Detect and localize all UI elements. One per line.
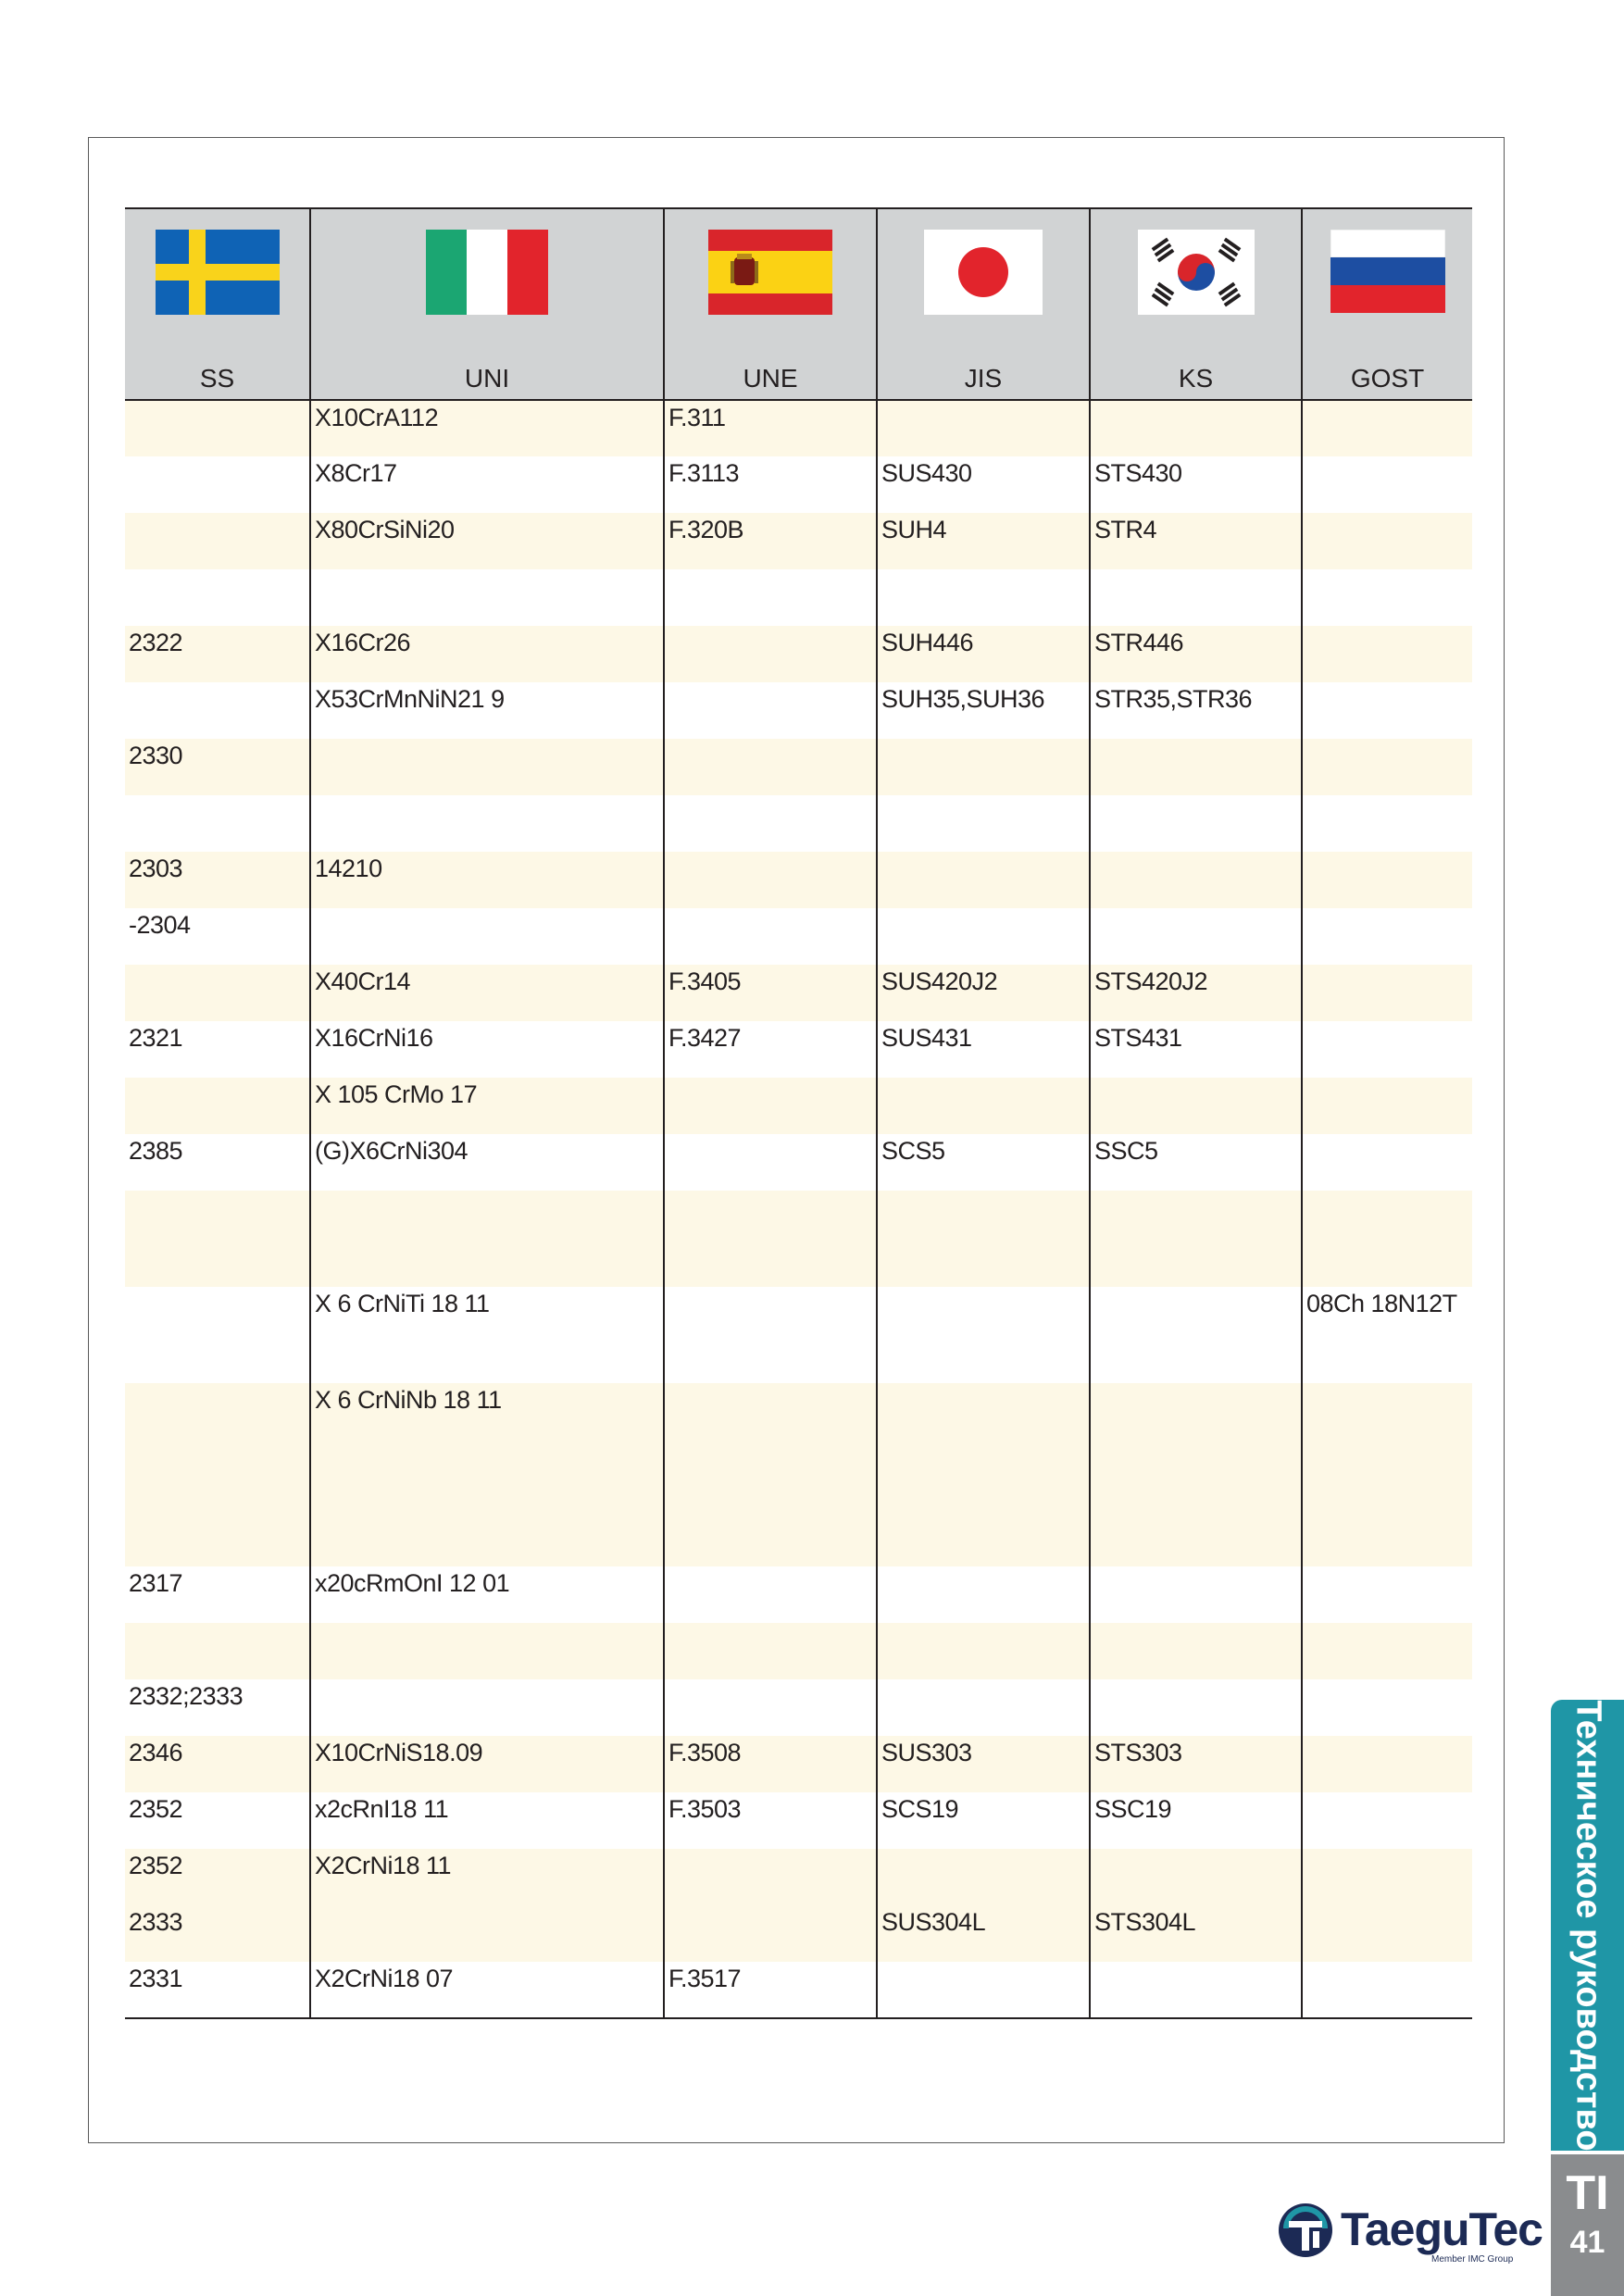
table-row bbox=[125, 795, 1472, 852]
cell-uni: X40Cr14 bbox=[310, 965, 664, 1021]
cell-ks: STS304L bbox=[1090, 1905, 1302, 1962]
cell-ks: STR35,STR36 bbox=[1090, 682, 1302, 739]
table-row bbox=[125, 1134, 1472, 1191]
table-row bbox=[125, 400, 1472, 456]
cell-une bbox=[664, 1191, 877, 1287]
cell-ks bbox=[1090, 1679, 1302, 1736]
cell-uni: X 6 CrNiTi 18 11 bbox=[310, 1287, 664, 1383]
cell-gost bbox=[1302, 739, 1472, 795]
taegutec-emblem-icon bbox=[1276, 2201, 1335, 2260]
cell-une bbox=[664, 1849, 877, 1905]
cell-gost bbox=[1302, 852, 1472, 908]
cell-ks: SSC5 bbox=[1090, 1134, 1302, 1191]
cell-une bbox=[664, 1566, 877, 1623]
cell-jis: SUS303 bbox=[877, 1736, 1090, 1792]
cell-uni: X10CrNiS18.09 bbox=[310, 1736, 664, 1792]
cell-ks bbox=[1090, 1849, 1302, 1905]
table-row bbox=[125, 739, 1472, 795]
cell-jis bbox=[877, 1191, 1090, 1287]
russia-flag-icon bbox=[1330, 230, 1445, 313]
table-header-row bbox=[125, 208, 1472, 400]
column-header-ks: KS bbox=[1090, 208, 1302, 400]
cell-ks bbox=[1090, 1623, 1302, 1679]
cell-uni bbox=[310, 739, 664, 795]
cell-jis bbox=[877, 1623, 1090, 1679]
column-header-jis: JIS bbox=[877, 208, 1090, 400]
cell-une bbox=[664, 569, 877, 626]
cell-une: F.3113 bbox=[664, 456, 877, 513]
cell-ss bbox=[125, 1078, 310, 1134]
cell-gost bbox=[1302, 1792, 1472, 1849]
cell-ss bbox=[125, 1191, 310, 1287]
section-side-tab bbox=[1551, 1700, 1624, 2151]
cell-jis: SUS420J2 bbox=[877, 965, 1090, 1021]
logo-tagline: Member IMC Group bbox=[1431, 2254, 1514, 2265]
table-row bbox=[125, 1021, 1472, 1078]
cell-ks: STS430 bbox=[1090, 456, 1302, 513]
cell-gost bbox=[1302, 1962, 1472, 2018]
table-row bbox=[125, 513, 1472, 569]
cell-une: F.3427 bbox=[664, 1021, 877, 1078]
cell-uni: x20cRmOnI 12 01 bbox=[310, 1566, 664, 1623]
table-row bbox=[125, 1679, 1472, 1736]
spain-flag-icon bbox=[708, 230, 832, 315]
cell-une: F.3517 bbox=[664, 1962, 877, 2018]
column-header-ss: SS bbox=[125, 208, 310, 400]
cell-ks bbox=[1090, 1287, 1302, 1383]
cell-uni: X2CrNi18 11 bbox=[310, 1849, 664, 1905]
column-header-une: UNE bbox=[664, 208, 877, 400]
section-page-box bbox=[1551, 2154, 1624, 2296]
table-row bbox=[125, 1623, 1472, 1679]
table-row bbox=[125, 682, 1472, 739]
cell-ss bbox=[125, 682, 310, 739]
cell-uni: X16CrNi16 bbox=[310, 1021, 664, 1078]
cell-gost bbox=[1302, 1679, 1472, 1736]
cell-une bbox=[664, 1905, 877, 1962]
cell-ks: STR446 bbox=[1090, 626, 1302, 682]
cell-uni: x2cRnI18 11 bbox=[310, 1792, 664, 1849]
korea-flag-icon bbox=[1138, 230, 1255, 315]
cell-uni: X10CrA112 bbox=[310, 400, 664, 456]
cell-une bbox=[664, 1287, 877, 1383]
table-row bbox=[125, 1849, 1472, 1905]
cell-ss: 2333 bbox=[125, 1905, 310, 1962]
cell-jis bbox=[877, 400, 1090, 456]
cell-gost bbox=[1302, 1623, 1472, 1679]
cell-ss: 2332;2333 bbox=[129, 1682, 244, 1710]
table-row bbox=[125, 852, 1472, 908]
cell-gost bbox=[1302, 400, 1472, 456]
cell-uni bbox=[310, 1623, 664, 1679]
cell-uni: X53CrMnNiN21 9 bbox=[310, 682, 664, 739]
cell-gost bbox=[1302, 1566, 1472, 1623]
cell-ks: STS420J2 bbox=[1090, 965, 1302, 1021]
cell-une bbox=[664, 1134, 877, 1191]
table-row bbox=[125, 569, 1472, 626]
cell-jis bbox=[877, 1679, 1090, 1736]
japan-flag-icon bbox=[924, 230, 1043, 315]
cell-ss: -2304 bbox=[129, 911, 191, 939]
table-row bbox=[125, 1078, 1472, 1134]
cell-ss: 2317 bbox=[129, 1569, 183, 1597]
cell-gost bbox=[1302, 1078, 1472, 1134]
cell-ks: STS431 bbox=[1090, 1021, 1302, 1078]
table-row bbox=[125, 1905, 1472, 1962]
cell-jis bbox=[877, 1849, 1090, 1905]
table-row bbox=[125, 1191, 1472, 1287]
cell-ss bbox=[125, 795, 310, 852]
cell-ss: 2330 bbox=[125, 739, 310, 795]
cell-une bbox=[664, 626, 877, 682]
cell-uni: X8Cr17 bbox=[310, 456, 664, 513]
cell-jis bbox=[877, 795, 1090, 852]
column-header-uni: UNI bbox=[310, 208, 664, 400]
column-header-gost: GOST bbox=[1302, 208, 1472, 400]
cell-jis: SCS5 bbox=[877, 1134, 1090, 1191]
side-tab-label: Техническое руководство bbox=[1568, 1699, 1607, 2152]
cell-ss: 2322 bbox=[125, 626, 310, 682]
cell-une bbox=[664, 908, 877, 965]
logo-wordmark: TaeguTec bbox=[1341, 2203, 1543, 2255]
cell-ks bbox=[1090, 795, 1302, 852]
cell-ss: 2321 bbox=[129, 1024, 183, 1052]
cell-ss: 2346 bbox=[125, 1736, 310, 1792]
cell-jis: SUH35,SUH36 bbox=[877, 682, 1090, 739]
cell-ks bbox=[1090, 400, 1302, 456]
cell-uni bbox=[310, 795, 664, 852]
cell-gost bbox=[1302, 682, 1472, 739]
cell-uni bbox=[310, 908, 664, 965]
cell-uni: (G)X6CrNi304 bbox=[310, 1134, 664, 1191]
cell-uni: X 6 CrNiNb 18 11 bbox=[310, 1383, 664, 1566]
cell-une bbox=[664, 1623, 877, 1679]
cell-une bbox=[664, 852, 877, 908]
cell-une bbox=[664, 795, 877, 852]
cell-une bbox=[664, 682, 877, 739]
cell-ss: 2385 bbox=[129, 1137, 183, 1165]
taegutec-logo bbox=[1276, 2199, 1543, 2265]
cell-ks bbox=[1090, 852, 1302, 908]
cell-jis bbox=[877, 569, 1090, 626]
cell-ss bbox=[125, 1287, 310, 1383]
cell-gost bbox=[1302, 908, 1472, 965]
cell-jis bbox=[877, 908, 1090, 965]
cell-ks: STS303 bbox=[1090, 1736, 1302, 1792]
cell-gost bbox=[1302, 456, 1472, 513]
cell-gost bbox=[1302, 1134, 1472, 1191]
cell-jis bbox=[877, 1383, 1090, 1566]
cell-une: F.3405 bbox=[664, 965, 877, 1021]
section-code: TI bbox=[1566, 2166, 1609, 2220]
cell-jis: SUS431 bbox=[877, 1021, 1090, 1078]
cell-ss bbox=[125, 569, 310, 626]
cell-ss: 2331 bbox=[125, 1962, 310, 2018]
cell-ss bbox=[125, 965, 310, 1021]
table-row bbox=[125, 1962, 1472, 2018]
cell-jis: SCS19 bbox=[877, 1792, 1090, 1849]
cell-gost bbox=[1302, 1849, 1472, 1905]
cell-ss bbox=[125, 1383, 310, 1566]
cell-ss bbox=[125, 400, 310, 456]
cell-gost bbox=[1302, 513, 1472, 569]
italy-flag-icon bbox=[426, 230, 548, 315]
cell-gost bbox=[1302, 965, 1472, 1021]
cell-une: F.3508 bbox=[664, 1736, 877, 1792]
cell-uni: X80CrSiNi20 bbox=[310, 513, 664, 569]
cell-jis: SUS304L bbox=[877, 1905, 1090, 1962]
table-row bbox=[125, 1287, 1472, 1383]
cell-une: F.311 bbox=[664, 400, 877, 456]
cell-uni bbox=[310, 569, 664, 626]
sweden-flag-icon bbox=[156, 230, 280, 315]
table-row bbox=[125, 1736, 1472, 1792]
cell-jis: SUH4 bbox=[877, 513, 1090, 569]
table-row bbox=[125, 1566, 1472, 1623]
cell-gost bbox=[1302, 1383, 1472, 1566]
cell-ks bbox=[1090, 1383, 1302, 1566]
page-number: 41 bbox=[1569, 2225, 1605, 2260]
cell-jis bbox=[877, 1962, 1090, 2018]
table-row bbox=[125, 1792, 1472, 1849]
cell-ks bbox=[1090, 1566, 1302, 1623]
cell-jis bbox=[877, 1287, 1090, 1383]
table-row bbox=[125, 626, 1472, 682]
cell-uni bbox=[310, 1191, 664, 1287]
cell-gost bbox=[1302, 1021, 1472, 1078]
cell-ks bbox=[1090, 1191, 1302, 1287]
cell-uni bbox=[310, 1905, 664, 1962]
cell-ks bbox=[1090, 908, 1302, 965]
cell-jis: SUS430 bbox=[877, 456, 1090, 513]
cell-ss: 2303 bbox=[125, 852, 310, 908]
cell-gost bbox=[1302, 569, 1472, 626]
cell-ks bbox=[1090, 1962, 1302, 2018]
cell-jis bbox=[877, 739, 1090, 795]
cell-jis: SUH446 bbox=[877, 626, 1090, 682]
table-row bbox=[125, 908, 1472, 965]
cell-uni: 14210 bbox=[310, 852, 664, 908]
cell-une: F.320B bbox=[664, 513, 877, 569]
cell-ss bbox=[125, 456, 310, 513]
cell-gost bbox=[1302, 1191, 1472, 1287]
cell-ks bbox=[1090, 569, 1302, 626]
cell-uni bbox=[310, 1679, 664, 1736]
cell-ss bbox=[125, 513, 310, 569]
cell-une bbox=[664, 1679, 877, 1736]
cell-gost bbox=[1302, 1905, 1472, 1962]
table-row bbox=[125, 965, 1472, 1021]
cell-une bbox=[664, 1383, 877, 1566]
cell-ss: 2352 bbox=[125, 1849, 310, 1905]
cell-uni: X2CrNi18 07 bbox=[310, 1962, 664, 2018]
cell-ks bbox=[1090, 1078, 1302, 1134]
cell-gost bbox=[1302, 1736, 1472, 1792]
table-row bbox=[125, 456, 1472, 513]
cell-ks: STR4 bbox=[1090, 513, 1302, 569]
cell-une bbox=[664, 739, 877, 795]
cell-jis bbox=[877, 1566, 1090, 1623]
material-equivalents-table bbox=[125, 207, 1472, 2019]
cell-uni: X16Cr26 bbox=[310, 626, 664, 682]
cell-jis bbox=[877, 1078, 1090, 1134]
cell-gost bbox=[1302, 626, 1472, 682]
cell-ss: 2352 bbox=[129, 1795, 183, 1823]
cell-uni: X 105 CrMo 17 bbox=[310, 1078, 664, 1134]
cell-ss bbox=[125, 1623, 310, 1679]
cell-une bbox=[664, 1078, 877, 1134]
cell-gost bbox=[1302, 795, 1472, 852]
cell-gost: 08Ch 18N12T bbox=[1302, 1287, 1472, 1383]
cell-ks: SSC19 bbox=[1090, 1792, 1302, 1849]
table-row bbox=[125, 1383, 1472, 1566]
cell-une: F.3503 bbox=[664, 1792, 877, 1849]
cell-ks bbox=[1090, 739, 1302, 795]
cell-jis bbox=[877, 852, 1090, 908]
